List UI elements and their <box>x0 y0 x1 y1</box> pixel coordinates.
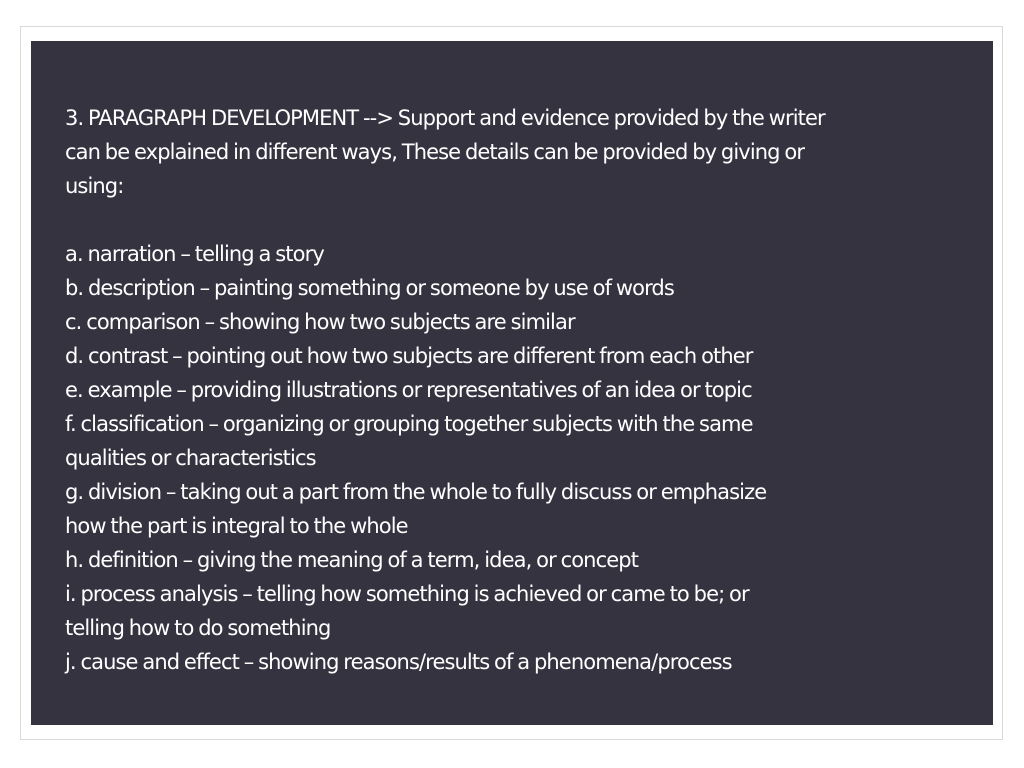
list-item-process-analysis: i. process analysis – telling how something is achieved or came to be; or <box>65 582 749 606</box>
list-item-description: b. description – painting something or someone by use of words <box>65 276 674 300</box>
list-item-comparison: c. comparison – showing how two subjects are similar <box>65 310 575 334</box>
list-item-classification: f. classification – organizing or grouping together subjects with the same <box>65 412 753 436</box>
paragraph-gap <box>65 203 945 237</box>
intro-line: 3. PARAGRAPH DEVELOPMENT --> Support and evidence provided by the writer <box>65 106 825 130</box>
list-item-cause-and-effect: j. cause and effect – showing reasons/results of a phenomena/process <box>65 650 732 674</box>
list-item-example: e. example – providing illustrations or representatives of an idea or topic <box>65 378 752 402</box>
slide <box>31 41 993 725</box>
list-item-process-analysis-cont: telling how to do something <box>65 616 331 640</box>
list-item-division: g. division – taking out a part from the whole to fully discuss or emphasize <box>65 480 767 504</box>
list-item-narration: a. narration – telling a story <box>65 242 324 266</box>
list-item-division-cont: how the part is integral to the whole <box>65 514 408 538</box>
list-item-classification-cont: qualities or characteristics <box>65 446 316 470</box>
slide-content <box>65 101 945 679</box>
list-item-contrast: d. contrast – pointing out how two subjects are different from each other <box>65 344 753 368</box>
list-item-definition: h. definition – giving the meaning of a term, idea, or concept <box>65 548 639 572</box>
intro-line: can be explained in different ways, These details can be provided by giving or <box>65 140 805 164</box>
intro-line: using: <box>65 174 124 198</box>
